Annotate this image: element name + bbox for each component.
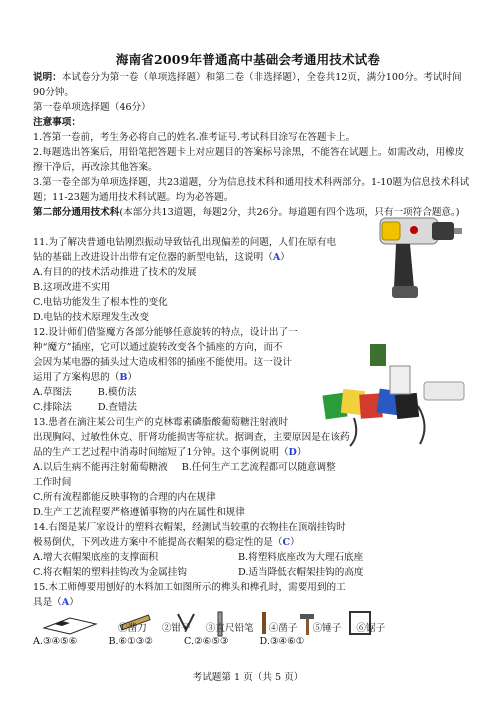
q12-option: D.查错法 bbox=[97, 402, 138, 413]
tool-label: ⑤锤子 bbox=[312, 623, 342, 634]
q13-stem-line3 bbox=[33, 445, 473, 460]
q12-option: B.模仿法 bbox=[97, 387, 137, 398]
q13-stem: 出现胸闷、过敏性休克、肝肾功能损害等症状。据调查，主要原因是在该药 bbox=[33, 432, 350, 443]
page-footer: 考试题第 1 页（共 5 页） bbox=[192, 672, 304, 683]
volume-one-heading: 第一卷单项选择题（46分） bbox=[33, 102, 151, 113]
q15-option: B.⑥①③② bbox=[108, 636, 153, 647]
q14-options-cd bbox=[33, 565, 473, 580]
q11-stem-close: ） bbox=[280, 252, 290, 263]
part-two-text: (本部分共13道题，每题2分，共26分。每道题有四个选项，只有一项符合题意。) bbox=[119, 207, 460, 218]
q12-stem: 种“魔方”插座，它可以通过旋转改变各个插座的方向，而不 bbox=[33, 342, 283, 353]
q15-option: C.②⑥⑤③ bbox=[184, 636, 229, 647]
q12-answer: B bbox=[119, 372, 128, 383]
tool-label: ②钳子 bbox=[161, 623, 191, 634]
q14-stem-close: ） bbox=[290, 537, 300, 548]
q15-option: A.③④⑤⑥ bbox=[33, 636, 78, 647]
notice-title: 注意事项： bbox=[33, 117, 81, 128]
q13-options-ab bbox=[33, 460, 473, 475]
q14-stem: 14.右图是某厂家设计的塑料衣帽架，经测试当较重的衣物挂在顶端挂钩时 bbox=[33, 522, 346, 533]
q12-stem-close: ） bbox=[127, 372, 138, 383]
q11-stem: 11.为了解决普通电钻刚烈振动导致钻孔出现偏差的问题，人们在原有电 bbox=[33, 237, 337, 248]
tool-label: ⑥锯子 bbox=[356, 623, 386, 634]
q13-stem-close: ） bbox=[296, 447, 307, 458]
intro-text: 本试卷分为第一卷（单项选择题）和第二卷（非选择题），全卷共12页，满分100分。考试时间90分钟。 bbox=[33, 72, 462, 99]
q11-option: A.有目的的技术活动推进了技术的发展 bbox=[33, 267, 197, 278]
q13-stem-text: 品的生产工艺过程中消毒时间缩短了1分钟。这个事例说明（ bbox=[33, 447, 289, 458]
notice-item: 1.答第一卷前，考生务必将自己的姓名.准考证号.考试科目涂写在答题卡上。 bbox=[33, 132, 356, 143]
q15-answer: A bbox=[61, 597, 70, 608]
q13-option: B.任何生产工艺流程都可以随意调整 bbox=[181, 462, 336, 473]
intro-label: 说明： bbox=[33, 72, 62, 83]
tool-label: ①凿刀 bbox=[118, 623, 147, 634]
part-two-label: 第二部分通用技术科 bbox=[33, 207, 120, 218]
q13-option: C.所有流程都能反映事物的合理的内在规律 bbox=[33, 492, 216, 503]
intro-paragraph bbox=[33, 70, 473, 100]
q11-answer: A bbox=[272, 252, 281, 263]
q15-stem-text: 具是（ bbox=[33, 597, 62, 608]
q12-stem-text: 运用了方案构思的（ bbox=[33, 372, 120, 383]
q13-stem: 13.患者在滴注某公司生产的克林霉素磷脂酸葡萄糖注射液时 bbox=[33, 417, 289, 428]
q13-answer: D bbox=[288, 447, 297, 458]
q14-options-ab bbox=[33, 550, 473, 565]
q14-option: A.增大衣帽架底座的支撑面积 bbox=[33, 552, 159, 563]
q14-stem-text: 极易倒伏，下列改进方案中不能提高衣帽架的稳定性的是（ bbox=[33, 537, 283, 548]
q13-option: A.以后生病不能再注射葡萄糖液 bbox=[33, 462, 168, 473]
q14-option: C.将衣帽架的塑料挂钩改为金属挂钩 bbox=[33, 567, 187, 578]
notice-item: 3.第一卷全部为单项选择题，共23道题，分为信息技术科和通用技术科两部分。1-10题为信息技术科试题；11-23题为通用技术科试题。均为必答题。 bbox=[33, 177, 470, 204]
q14-option: D.适当降低衣帽架挂钩的高度 bbox=[238, 567, 364, 578]
q14-stem-line2 bbox=[33, 535, 473, 550]
q12-stem-last bbox=[33, 370, 315, 385]
q13-option-b-cont: 工作时间 bbox=[33, 477, 72, 488]
q15-option: D.③④⑥① bbox=[259, 636, 305, 647]
q11-stem-line2 bbox=[33, 250, 383, 265]
q13-option: D.生产工艺流程要严格遵循事物的内在属性和规律 bbox=[33, 507, 245, 518]
tool-labels bbox=[118, 620, 478, 634]
q15-stem-close: ） bbox=[69, 597, 79, 608]
q12-stem: 会因为某电器的插头过大造成相邻的插座不能使用。这一设计 bbox=[33, 357, 293, 368]
q11-option: C.电钻功能发生了根本性的变化 bbox=[33, 297, 168, 308]
q14-answer: C bbox=[282, 537, 291, 548]
q15-stem-line2 bbox=[33, 595, 473, 610]
q12-stem: 12.设计师们借鉴魔方各部分能够任意旋转的特点，设计出了一 bbox=[33, 327, 298, 338]
q14-option: B.将塑料底座改为大理石底座 bbox=[238, 552, 364, 563]
q15-stem: 15.木工师傅要用刨好的木料加工如图所示的榫头和榫孔时，需要用到的工 bbox=[33, 582, 346, 593]
notice-item: 2.每题选出答案后，用铅笔把答题卡上对应题目的答案标号涂黑，不能答在试题上。如需改动，用橡皮擦干净后，再改涂其他答案。 bbox=[33, 147, 465, 174]
drill-illustration bbox=[374, 210, 462, 302]
q11-option: B.这项改进不实用 bbox=[33, 282, 111, 293]
exam-title: 海南省2009年普通高中基础会考通用技术试卷 bbox=[115, 52, 381, 67]
q12-option: C.排除法 bbox=[33, 402, 72, 413]
tool-label: ③直尺铅笔 bbox=[205, 623, 254, 634]
q11-stem-text: 钻的基础上改进设计出带有定位器的新型电钻，这说明（ bbox=[33, 252, 273, 263]
q12-option: A.草图法 bbox=[33, 387, 72, 398]
tool-label: ④凿子 bbox=[268, 623, 298, 634]
joint-block-icon bbox=[44, 618, 96, 634]
q15-options bbox=[33, 636, 332, 647]
q11-option: D.电钻的技术原理发生改变 bbox=[33, 312, 149, 323]
